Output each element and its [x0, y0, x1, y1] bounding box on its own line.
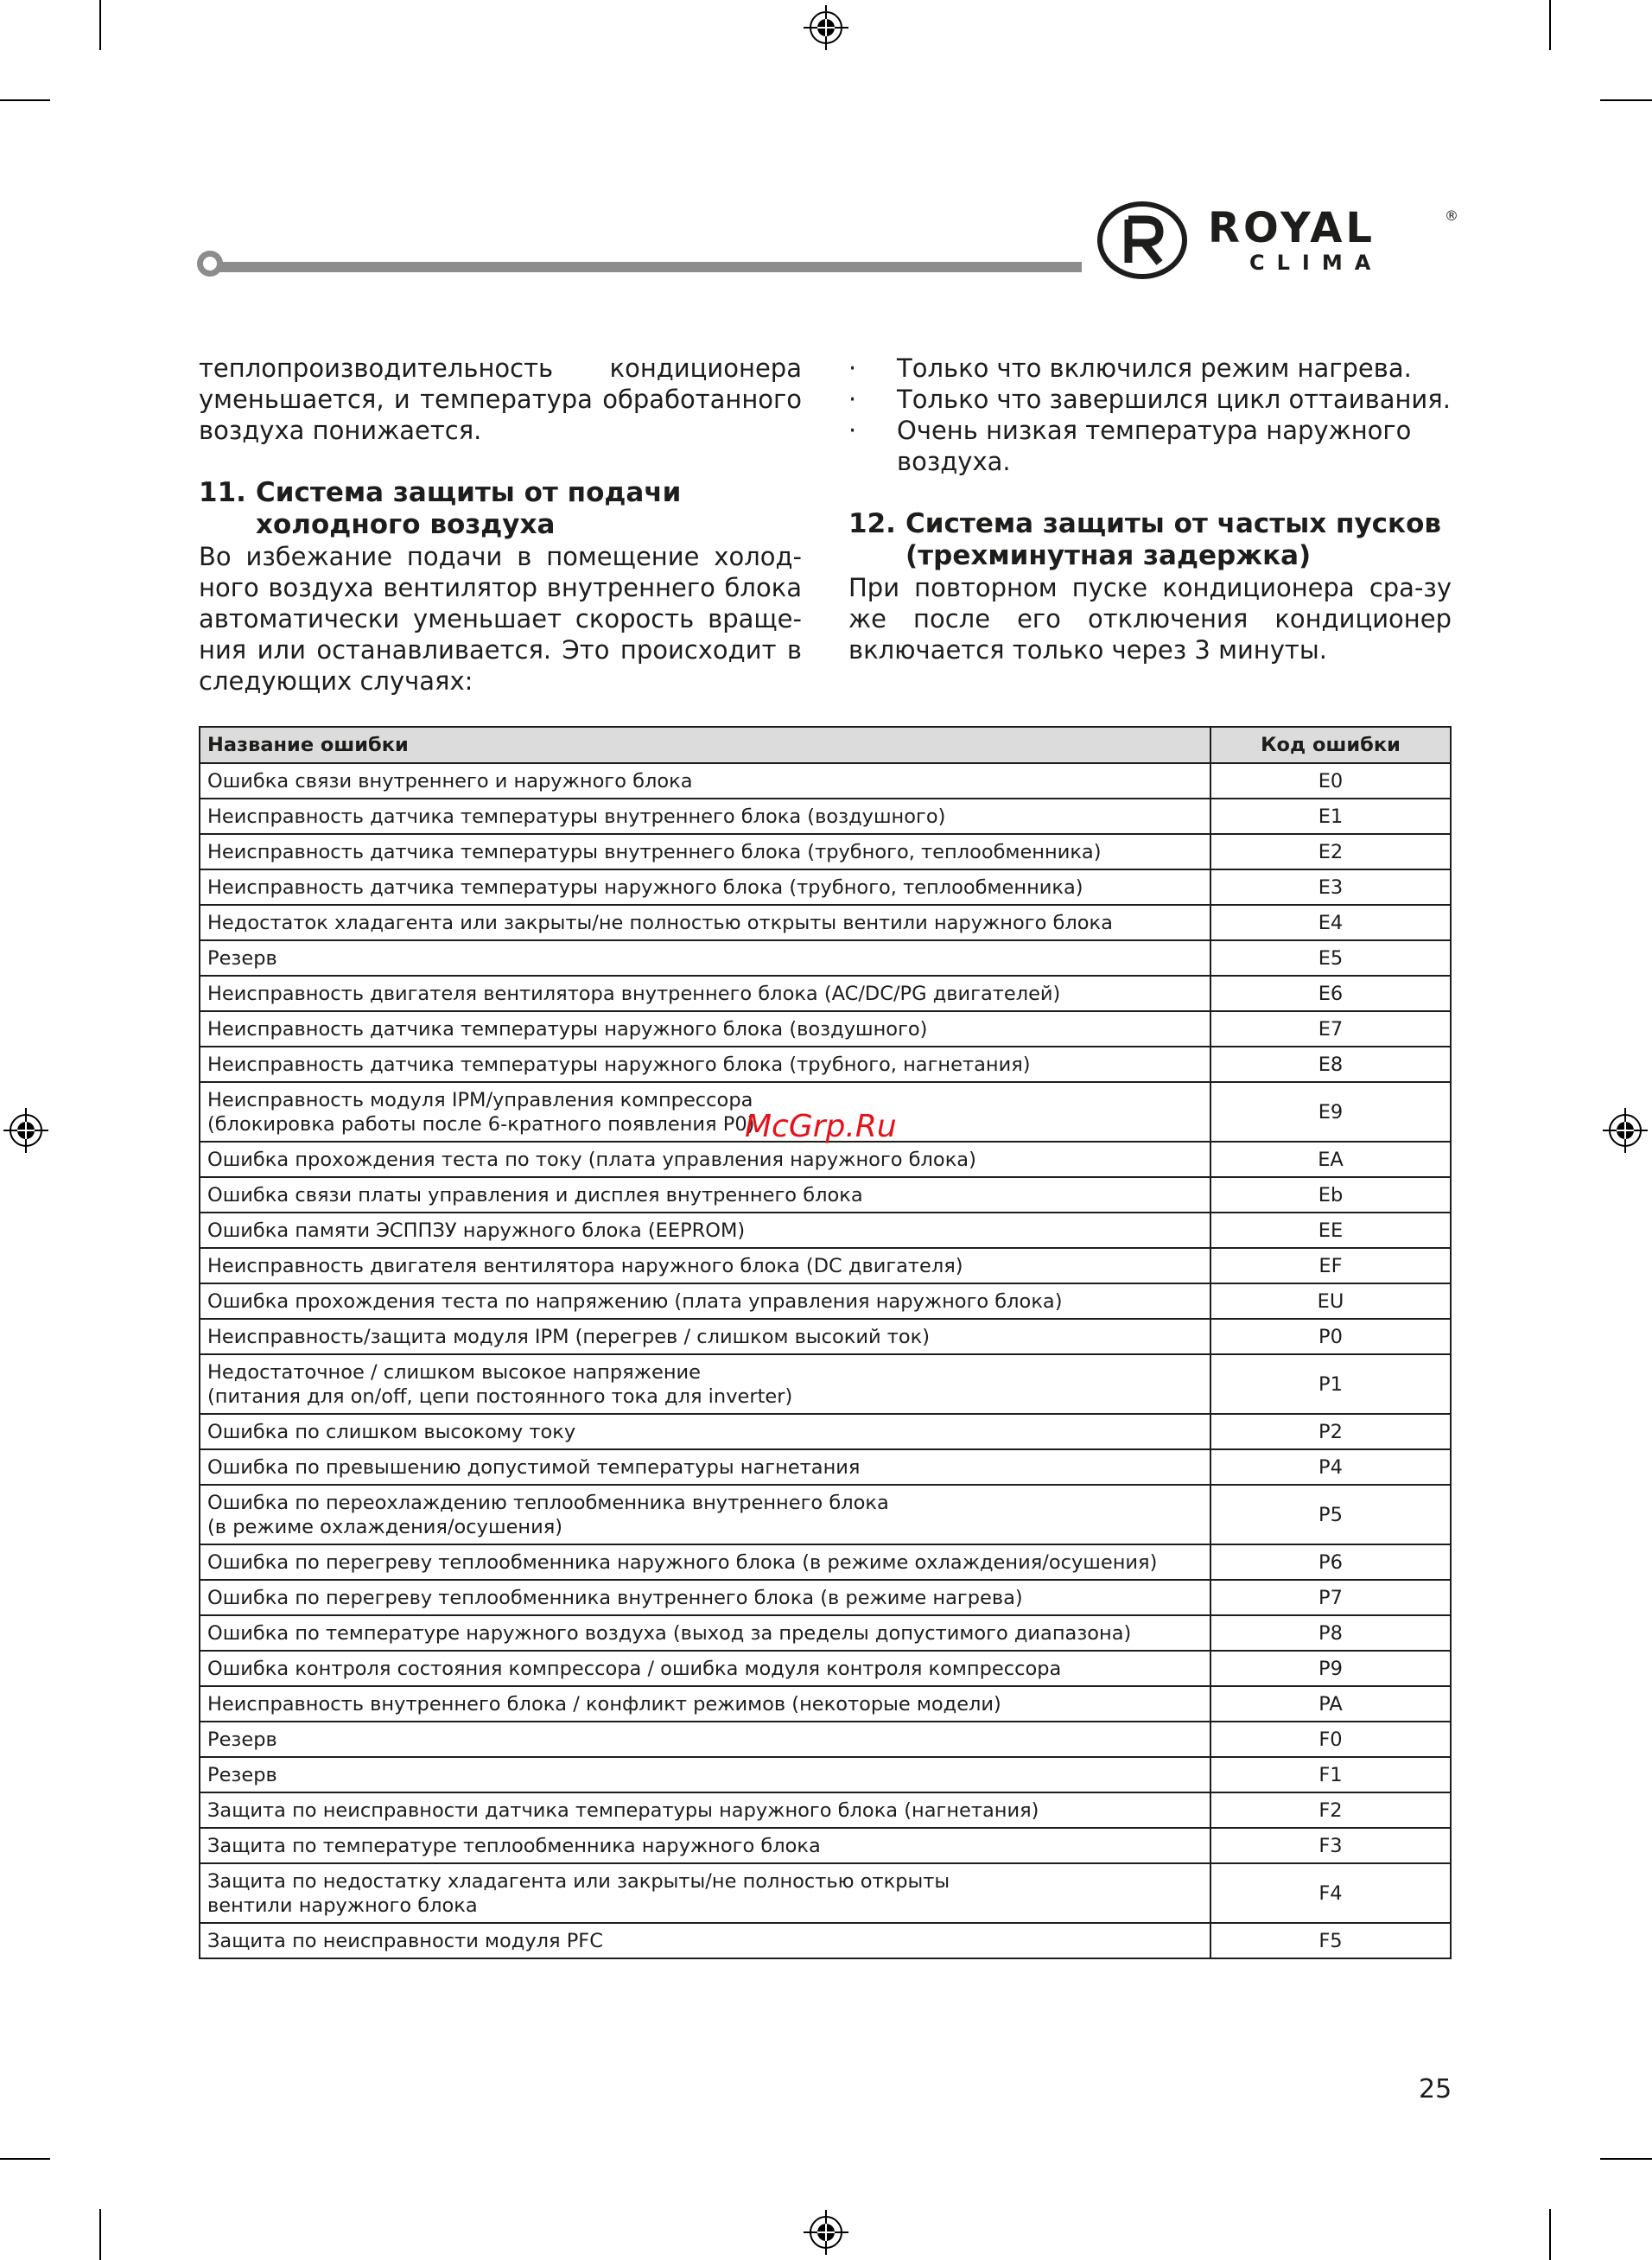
error-name-cell: [200, 1283, 1210, 1319]
error-name-text: Защита по неисправности модуля PFC: [207, 1929, 603, 1952]
error-code-cell: F5: [1210, 1923, 1451, 1958]
error-name-text: Ошибка по температуре наружного воздуха (выход за пределы допустимого диапазона): [207, 1621, 1132, 1645]
table-row: [200, 1686, 1451, 1722]
list-item: [848, 415, 1452, 477]
error-code-cell: E9: [1210, 1082, 1451, 1142]
error-name-cell: [200, 1414, 1210, 1449]
error-name-text: Ошибка прохождения теста по току (плата управления наружного блока): [207, 1148, 976, 1171]
error-name-cell: [200, 1828, 1210, 1863]
error-name-cell: [200, 976, 1210, 1011]
table-row: [200, 1047, 1451, 1082]
table-row: [200, 1011, 1451, 1047]
error-name-cell: [200, 940, 1210, 976]
error-name-cell: [200, 869, 1210, 905]
error-code-cell: EF: [1210, 1248, 1451, 1283]
error-name-text: Неисправность датчика температуры внутреннего блока (воздушного): [207, 805, 946, 828]
section-11-body: Во избежание подачи в помещение холод-ного воздуха вентилятор внутреннего блока автоматически уменьшает скорость враще-ния или останавливается. Это происходит в следующих случаях:: [199, 542, 802, 696]
bullet-mark: ·: [848, 385, 857, 414]
table-row: [200, 1213, 1451, 1248]
error-name-text: вентили наружного блока: [207, 1894, 478, 1917]
table-row: [200, 976, 1451, 1011]
error-name-cell: [200, 1863, 1210, 1923]
error-code-cell: E4: [1210, 905, 1451, 940]
error-name-cell: [200, 799, 1210, 834]
registration-mark-icon: [804, 5, 848, 50]
error-code-cell: F4: [1210, 1863, 1451, 1923]
error-name-cell: [200, 1686, 1210, 1722]
error-name-text: Ошибка по переохлаждению теплообменника внутреннего блока: [207, 1491, 889, 1514]
error-name-cell: [200, 1142, 1210, 1177]
error-name-text: Неисправность двигателя вентилятора внутреннего блока (AC/DC/PG двигателей): [207, 982, 1061, 1005]
crop-mark: [99, 0, 101, 50]
error-name-cell: [200, 1319, 1210, 1354]
table-row: [200, 940, 1451, 976]
crop-mark: [99, 2209, 101, 2260]
crop-mark: [1600, 2158, 1652, 2160]
error-code-cell: F1: [1210, 1757, 1451, 1792]
section-12-heading: [848, 508, 1452, 572]
error-name-text: (питания для on/off, цепи постоянного тока для inverter): [207, 1385, 793, 1408]
section-number: 11.: [199, 477, 246, 508]
error-name-text: Ошибка по слишком высокому току: [207, 1420, 576, 1443]
error-name-text: Недостаточное / слишком высокое напряжение: [207, 1360, 701, 1384]
table-row: [200, 905, 1451, 940]
error-name-text: Защита по температуре теплообменника наружного блока: [207, 1834, 821, 1857]
right-column: [848, 353, 1452, 665]
error-name-cell: [200, 834, 1210, 869]
table-row: [200, 1283, 1451, 1319]
bullet-text: Только что завершился цикл оттаивания.: [897, 385, 1451, 414]
table-row: [200, 1580, 1451, 1615]
error-code-cell: EU: [1210, 1283, 1451, 1319]
error-code-cell: Eb: [1210, 1177, 1451, 1213]
error-code-cell: P0: [1210, 1319, 1451, 1354]
table-row: [200, 1615, 1451, 1651]
error-name-text: Неисправность датчика температуры наружного блока (трубного, нагнетания): [207, 1053, 1031, 1076]
error-name-text: Неисправность модуля IPM/управления компрессора: [207, 1088, 753, 1111]
intro-paragraph: теплопроизводительность кондиционера уменьшается, и температура обработанного воздуха понижается.: [199, 353, 802, 445]
error-code-cell: P7: [1210, 1580, 1451, 1615]
error-name-text: Ошибка прохождения теста по напряжению (плата управления наружного блока): [207, 1289, 1063, 1313]
error-name-text: Резерв: [207, 946, 277, 970]
error-code-cell: P4: [1210, 1449, 1451, 1485]
registration-mark-icon: [3, 1108, 48, 1153]
bullet-mark: ·: [848, 353, 857, 383]
registration-mark-icon: [804, 2210, 848, 2255]
error-name-text: Резерв: [207, 1728, 277, 1751]
error-code-table: [199, 726, 1452, 1959]
brand-reg-mark: ®: [1445, 207, 1458, 224]
section-number: 12.: [848, 508, 896, 539]
table-row: [200, 763, 1451, 799]
bullet-list: [848, 353, 1452, 477]
brand-sub: CLIMA: [1249, 251, 1383, 275]
error-name-text: (блокировка работы после 6-кратного появления P0): [207, 1112, 755, 1136]
error-code-cell: PA: [1210, 1686, 1451, 1722]
table-row: [200, 1863, 1451, 1923]
error-name-text: Неисправность датчика температуры внутреннего блока (трубного, теплообменника): [207, 840, 1102, 863]
error-name-cell: [200, 1177, 1210, 1213]
table-header-row: [200, 727, 1451, 763]
table-row: [200, 1248, 1451, 1283]
error-name-cell: [200, 905, 1210, 940]
error-code-cell: E0: [1210, 763, 1451, 799]
error-name-cell: [200, 1651, 1210, 1686]
table-row: [200, 1177, 1451, 1213]
error-name-cell: [200, 763, 1210, 799]
header-error-code: Код ошибки: [1210, 727, 1451, 763]
table-row: [200, 1354, 1451, 1414]
error-name-text: Неисправность датчика температуры наружного блока (трубного, теплообменника): [207, 875, 1083, 899]
table-row: [200, 1142, 1451, 1177]
section-12-body: При повторном пуске кондиционера сра-зу же после его отключения кондиционер включается только через 3 минуты.: [848, 573, 1452, 665]
error-name-text: Ошибка связи платы управления и дисплея внутреннего блока: [207, 1183, 863, 1206]
bullet-text: Только что включился режим нагрева.: [897, 353, 1412, 383]
crop-mark: [1549, 2209, 1551, 2260]
table-row: [200, 1792, 1451, 1828]
page-number: 25: [1419, 2074, 1452, 2104]
crop-mark: [1549, 0, 1551, 50]
section-title-line: холодного воздуха: [256, 509, 556, 540]
table-row: [200, 1544, 1451, 1580]
error-name-text: Защита по недостатку хладагента или закрыты/не полностью открыты: [207, 1869, 950, 1893]
header-error-name: Название ошибки: [200, 727, 1210, 763]
table-row: [200, 834, 1451, 869]
error-code-cell: P2: [1210, 1414, 1451, 1449]
error-name-text: Резерв: [207, 1763, 277, 1786]
table-row: [200, 1651, 1451, 1686]
brand-name: ROYAL: [1208, 204, 1376, 252]
error-code-cell: P5: [1210, 1485, 1451, 1544]
error-name-text: Ошибка памяти ЭСППЗУ наружного блока (EEPROM): [207, 1219, 746, 1242]
error-code-cell: E2: [1210, 834, 1451, 869]
error-name-text: Ошибка по превышению допустимой температуры нагнетания: [207, 1455, 861, 1479]
section-11-heading: [199, 477, 802, 541]
error-code-cell: F2: [1210, 1792, 1451, 1828]
error-name-text: Ошибка контроля состояния компрессора / ошибка модуля контроля компрессора: [207, 1657, 1062, 1680]
error-code-cell: E5: [1210, 940, 1451, 976]
error-name-cell: [200, 1615, 1210, 1651]
list-item: [848, 384, 1452, 415]
list-item: [848, 353, 1452, 384]
table-row: [200, 799, 1451, 834]
error-name-cell: [200, 1923, 1210, 1958]
bullet-text: Очень низкая температура наружного воздуха.: [897, 416, 1412, 476]
error-name-text: (в режиме охлаждения/осушения): [207, 1515, 563, 1538]
error-name-cell: [200, 1082, 1210, 1142]
error-code-cell: P6: [1210, 1544, 1451, 1580]
error-code-cell: P8: [1210, 1615, 1451, 1651]
table-row: [200, 1485, 1451, 1544]
error-code-cell: EA: [1210, 1142, 1451, 1177]
error-code-cell: EE: [1210, 1213, 1451, 1248]
section-title-line: (трехминутная задержка): [905, 540, 1312, 571]
error-name-cell: [200, 1213, 1210, 1248]
error-name-text: Неисправность/защита модуля IPM (перегрев / слишком высокий ток): [207, 1325, 931, 1348]
left-column: [199, 353, 802, 697]
error-name-cell: [200, 1792, 1210, 1828]
error-name-cell: [200, 1580, 1210, 1615]
error-name-cell: [200, 1011, 1210, 1047]
error-name-text: Ошибка по перегреву теплообменника наружного блока (в режиме охлаждения/осушения): [207, 1550, 1158, 1574]
table-body: [200, 763, 1451, 1958]
bullet-mark: ·: [848, 416, 857, 445]
table-row: [200, 1757, 1451, 1792]
crop-mark: [0, 2158, 50, 2160]
error-name-cell: [200, 1722, 1210, 1757]
error-name-text: Неисправность внутреннего блока / конфликт режимов (некоторые модели): [207, 1692, 1001, 1716]
registration-mark-icon: [1603, 1108, 1648, 1153]
error-name-text: Неисправность датчика температуры наружного блока (воздушного): [207, 1017, 928, 1041]
table-row: [200, 1722, 1451, 1757]
error-code-cell: E3: [1210, 869, 1451, 905]
error-code-cell: E6: [1210, 976, 1451, 1011]
crop-mark: [1600, 99, 1652, 101]
header-rule: [207, 262, 1082, 272]
error-name-cell: [200, 1485, 1210, 1544]
error-name-cell: [200, 1544, 1210, 1580]
error-name-cell: [200, 1354, 1210, 1414]
table-row: [200, 1828, 1451, 1863]
error-name-cell: [200, 1449, 1210, 1485]
royal-clima-logo: [1097, 197, 1460, 283]
table-row: [200, 1414, 1451, 1449]
table-row: [200, 869, 1451, 905]
error-code-cell: P1: [1210, 1354, 1451, 1414]
error-name-text: Неисправность двигателя вентилятора наружного блока (DC двигателя): [207, 1254, 963, 1277]
error-name-text: Ошибка по перегреву теплообменника внутреннего блока (в режиме нагрева): [207, 1586, 1023, 1609]
error-code-cell: E8: [1210, 1047, 1451, 1082]
table-row: [200, 1923, 1451, 1958]
section-title-line: Система защиты от подачи: [256, 477, 682, 508]
error-name-text: Недостаток хладагента или закрыты/не полностью открыты вентили наружного блока: [207, 911, 1113, 934]
error-code-cell: E7: [1210, 1011, 1451, 1047]
error-name-cell: [200, 1248, 1210, 1283]
error-code-cell: E1: [1210, 799, 1451, 834]
section-title-line: Система защиты от частых пусков: [905, 508, 1441, 539]
error-name-cell: [200, 1047, 1210, 1082]
crop-mark: [0, 99, 50, 101]
error-name-text: Защита по неисправности датчика температуры наружного блока (нагнетания): [207, 1798, 1039, 1822]
error-code-cell: F3: [1210, 1828, 1451, 1863]
error-name-cell: [200, 1757, 1210, 1792]
error-code-cell: P9: [1210, 1651, 1451, 1686]
table-row: [200, 1449, 1451, 1485]
error-code-cell: F0: [1210, 1722, 1451, 1757]
header-rule-circle: [197, 251, 223, 277]
error-name-text: Ошибка связи внутреннего и наружного блока: [207, 769, 693, 793]
table-row: [200, 1319, 1451, 1354]
watermark: McGrp.Ru: [745, 1109, 897, 1144]
